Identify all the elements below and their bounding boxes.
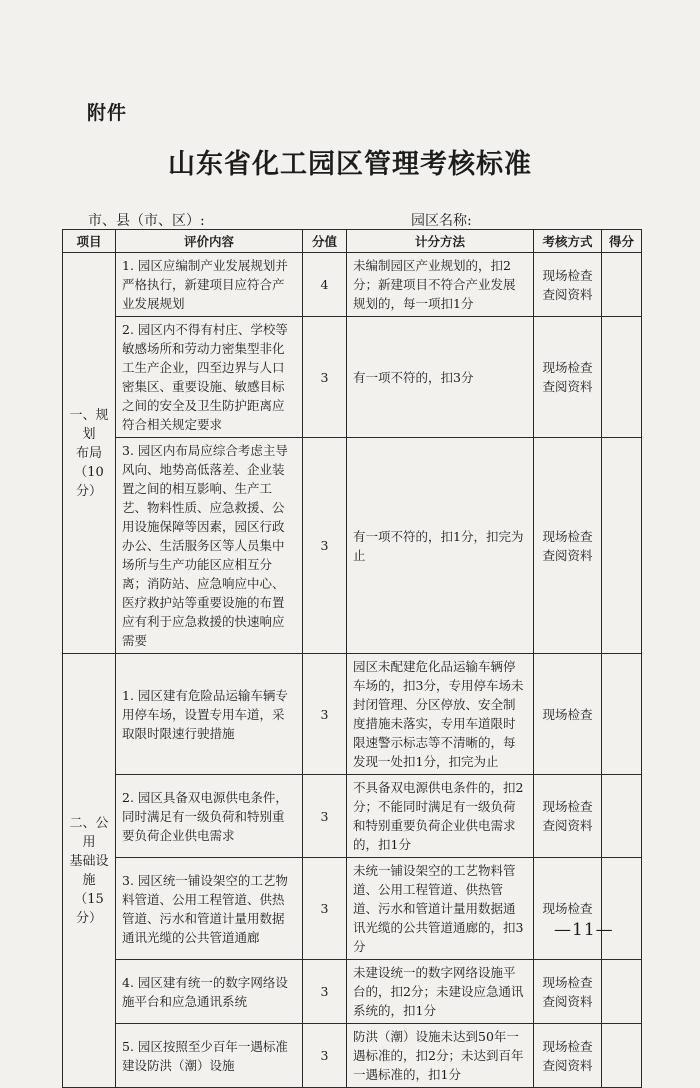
points-cell <box>602 253 642 317</box>
evaluation-content: 3. 园区内布局应综合考虑主导风向、地势高低落差、企业装置之间的相互影响、生产工艺、物料性质、应急救援、公用设施保障等因素，园区行政办公、生活服务区等人员集中场所与生产功能区应相互分离；消防站、应急响应中心、医疗救护站等重要设施的布置应有利于应急救援的快速响应需要 <box>116 438 303 654</box>
city-label: 市、县（市、区）: <box>88 213 205 229</box>
points-cell <box>602 1024 642 1088</box>
scoring-method: 有一项不符的，扣3分 <box>347 317 534 438</box>
category-label-line: 布局 <box>75 445 102 461</box>
table-row <box>63 1024 642 1088</box>
scoring-method: 未编制园区产业规划的，扣2分；新建项目不符合产业发展规划的，每一项扣1分 <box>347 253 534 317</box>
evaluation-content: 4. 园区建有统一的数字网络设施平台和应急通讯系统 <box>116 960 303 1024</box>
assessment-method: 现场检查查阅资料 <box>534 253 602 317</box>
points-cell <box>602 775 642 858</box>
category-label-line: 施 <box>82 872 96 888</box>
points-cell <box>602 960 642 1024</box>
park-name-label: 园区名称: <box>411 213 472 229</box>
assessment-method: 现场检查查阅资料 <box>534 438 602 654</box>
scoring-method: 防洪（潮）设施未达到50年一遇标准的，扣2分；未达到百年一遇标准的，扣1分 <box>347 1024 534 1088</box>
points-cell <box>602 317 642 438</box>
table-row <box>63 775 642 858</box>
points-cell <box>602 654 642 775</box>
column-header-points: 得分 <box>602 230 642 253</box>
column-header-content: 评价内容 <box>116 230 303 253</box>
evaluation-content: 1. 园区应编制产业发展规划并严格执行，新建项目应符合产业发展规划 <box>116 253 303 317</box>
assessment-method: 现场检查查阅资料 <box>534 317 602 438</box>
column-header-assessment: 考核方式 <box>534 230 602 253</box>
scoring-method: 不具备双电源供电条件的，扣2分；不能同时满足有一级负荷和特别重要负荷企业供电需求的，扣1分 <box>347 775 534 858</box>
assessment-method: 现场检查查阅资料 <box>534 775 602 858</box>
scoring-method: 园区未配建危化品运输车辆停车场的，扣3分，专用停车场未封闭管理、分区停放、安全制度措施未落实，专用车道限时限速警示标志等不清晰的，每发现一处扣1分，扣完为止 <box>347 654 534 775</box>
points-cell <box>602 858 642 960</box>
scoring-method: 有一项不符的，扣1分，扣完为止 <box>347 438 534 654</box>
category-label-line: （10分） <box>74 464 104 499</box>
assessment-method: 现场检查 <box>534 654 602 775</box>
table-row <box>63 317 642 438</box>
category-planning-layout <box>63 253 116 654</box>
evaluation-content: 2. 园区具备双电源供电条件，同时满足有一级负荷和特别重要负荷企业供电需求 <box>116 775 303 858</box>
points-cell <box>602 438 642 654</box>
table-row <box>63 438 642 654</box>
column-header-score: 分值 <box>303 230 347 253</box>
table-row <box>63 253 642 317</box>
score-value: 3 <box>303 317 347 438</box>
table-row <box>63 960 642 1024</box>
evaluation-content: 1. 园区建有危险品运输车辆专用停车场，设置专用车道，采取限时限速行驶措施 <box>116 654 303 775</box>
category-label-line: 基础设 <box>69 853 109 869</box>
score-value: 3 <box>303 858 347 960</box>
score-value: 3 <box>303 438 347 654</box>
scoring-method: 未建设统一的数字网络设施平台的，扣2分；未建设应急通讯系统的，扣1分 <box>347 960 534 1024</box>
score-value: 4 <box>303 253 347 317</box>
evaluation-content: 2. 园区内不得有村庄、学校等敏感场所和劳动力密集型非化工生产企业，四至边界与人口密集区、重要设施、敏感目标之间的安全及卫生防护距离应符合相关规定要求 <box>116 317 303 438</box>
attachment-label: 附件 <box>87 102 128 124</box>
page-number: —11— <box>554 920 614 940</box>
evaluation-content: 5. 园区按照至少百年一遇标准建设防洪（潮）设施 <box>116 1024 303 1088</box>
column-header-method: 计分方法 <box>347 230 534 253</box>
category-label-line: 一、规划 <box>69 407 109 442</box>
table-row <box>63 654 642 775</box>
table-row <box>63 858 642 960</box>
score-value: 3 <box>303 1024 347 1088</box>
table-header-row <box>63 230 642 253</box>
score-value: 3 <box>303 960 347 1024</box>
assessment-method: 现场检查 <box>534 858 602 960</box>
category-public-infrastructure <box>63 654 116 1088</box>
scoring-method: 未统一铺设架空的工艺物料管道、公用工程管道、供热管道、污水和管道计量用数据通讯光缆的公共管道通廊的，扣3分 <box>347 858 534 960</box>
evaluation-content: 3. 园区统一铺设架空的工艺物料管道、公用工程管道、供热管道、污水和管道计量用数据通讯光缆的公共管道通廊 <box>116 858 303 960</box>
category-label-line: （15分） <box>74 891 104 926</box>
document-title: 山东省化工园区管理考核标准 <box>168 149 532 180</box>
assessment-table <box>62 229 642 1088</box>
score-value: 3 <box>303 775 347 858</box>
score-value: 3 <box>303 654 347 775</box>
assessment-method: 现场检查查阅资料 <box>534 960 602 1024</box>
category-label-line: 二、公用 <box>69 815 109 850</box>
assessment-method: 现场检查查阅资料 <box>534 1024 602 1088</box>
column-header-item: 项目 <box>63 230 116 253</box>
